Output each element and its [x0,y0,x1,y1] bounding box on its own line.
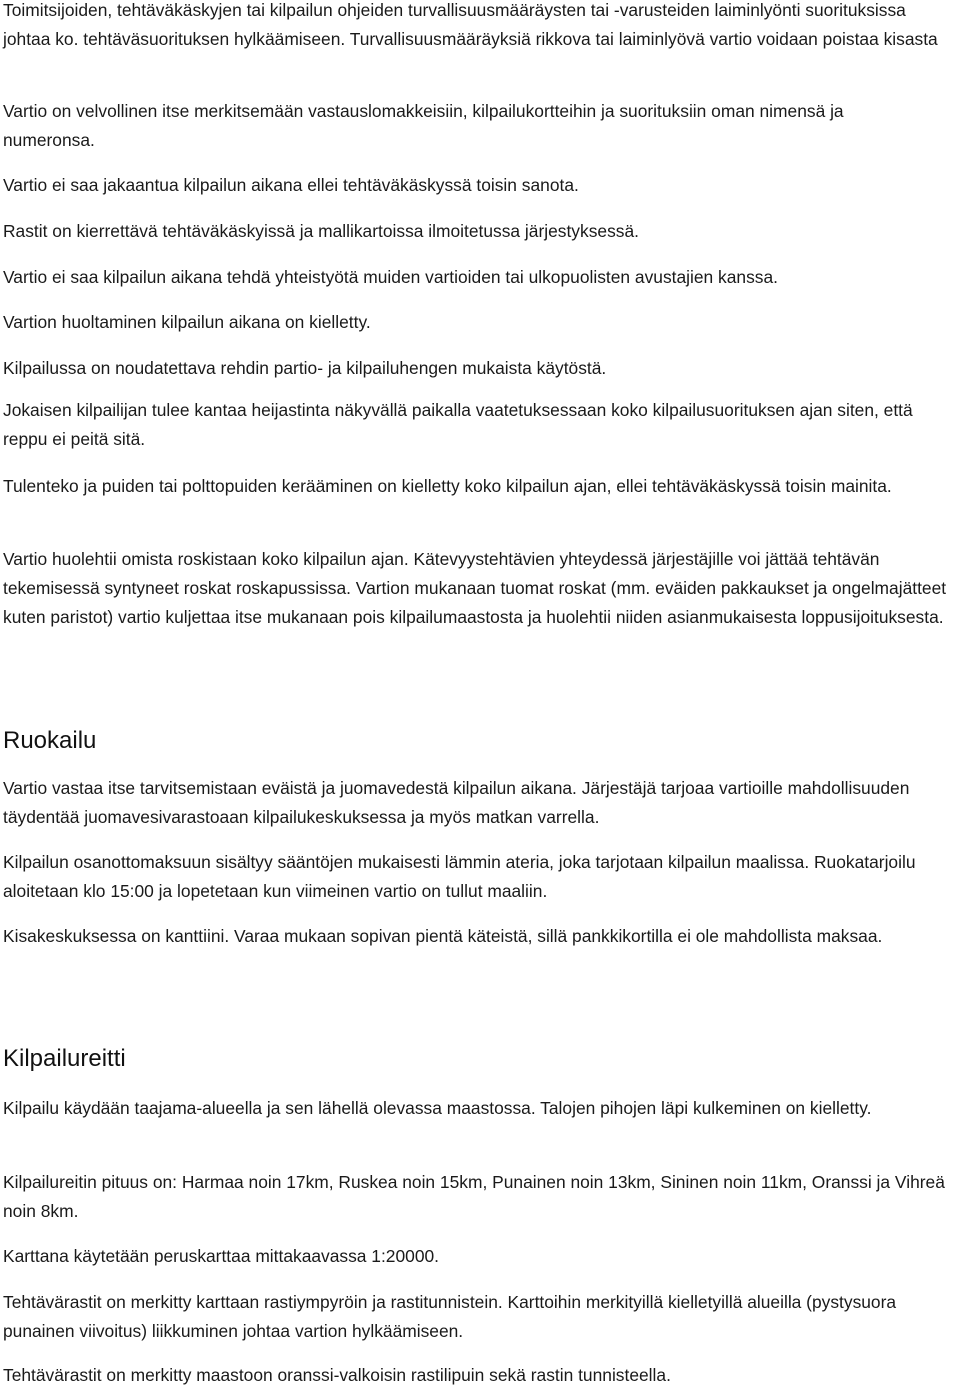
paragraph-litter: Vartio huolehtii omista roskistaan koko kilpailun ajan. Kätevyystehtävien yhteydessä järjestäjille voi jättää tehtävän tekemisessä syntyneet roskat roskapussissa. Vartion mukanaan tuomat roskat (mm. eväiden pakkaukset ja ongelmajätteet kuten paristot) vartio kuljettaa itse mukanaan pois kilpailumaastosta ja huolehtii niiden asianmukaisesta loppusijoituksesta. [3,549,947,627]
paragraph-map-scale: Karttana käytetään peruskarttaa mittakaavassa 1:20000. [3,1246,439,1266]
paragraph-no-splitting: Vartio ei saa jakaantua kilpailun aikana ellei tehtäväkäskyssä toisin sanota. [3,175,579,195]
paragraph-reflector: Jokaisen kilpailijan tulee kantaa heijastinta näkyvällä paikalla vaatetuksessaan koko kilpailusuorituksen ajan siten, että reppu ei peitä sitä. [3,400,913,449]
paragraph-no-servicing: Vartion huoltaminen kilpailun aikana on kielletty. [3,312,371,332]
paragraph-safety-rules: Toimitsijoiden, tehtäväkäskyjen tai kilpailun ohjeiden turvallisuusmääräysten tai -varusteiden laiminlyönti suorituksissa johtaa ko. tehtäväsuorituksen hylkäämiseen. Turvallisuusmääräyksiä rikkova tai laiminlyövä vartio voidaan poistaa kisasta [3,0,938,49]
paragraph-fire-making: Tulenteko ja puiden tai polttopuiden kerääminen on kielletty koko kilpailun ajan, ellei tehtäväkäskyssä toisin mainita. [3,476,892,496]
paragraph-canteen: Kisakeskuksessa on kanttiini. Varaa mukaan sopivan pientä käteistä, sillä pankkikortilla ei ole mahdollista maksaa. [3,926,883,946]
paragraph-fair-play: Kilpailussa on noudatettava rehdin partio- ja kilpailuhengen mukaista käytöstä. [3,358,607,378]
paragraph-checkpoint-flags: Tehtävärastit on merkitty maastoon oranssi-valkoisin rastilipuin sekä rastin tunnisteella. [3,1365,671,1385]
heading-ruokailu: Ruokailu [3,727,97,754]
paragraph-warm-meal: Kilpailun osanottomaksuun sisältyy sääntöjen mukaisesti lämmin ateria, joka tarjotaan kilpailun maalissa. Ruokatarjoilu aloitetaan klo 15:00 ja lopetetaan kun viimeinen vartio on tullut maaliin. [3,852,916,901]
paragraph-checkpoints-map: Tehtävärastit on merkitty karttaan rastiympyröin ja rastitunnistein. Karttoihin merkityillä kielletyillä alueilla (pystysuora punainen viivoitus) liikkuminen johtaa vartion hylkäämiseen. [3,1292,897,1341]
heading-kilpailureitti: Kilpailureitti [3,1045,126,1072]
paragraph-food-water: Vartio vastaa itse tarvitsemistaan eväistä ja juomavedestä kilpailun aikana. Järjestäjä tarjoaa vartioille mahdollisuuden täydentää juomavesivarastoaan kilpailukeskuksessa ja myös matkan varrella. [3,778,910,827]
paragraph-marking-forms: Vartio on velvollinen itse merkitsemään vastauslomakkeisiin, kilpailukortteihin ja suorituksiin oman nimensä ja numeronsa. [3,101,844,150]
paragraph-checkpoint-order: Rastit on kierrettävä tehtäväkäskyissä ja mallikartoissa ilmoitetussa järjestyksessä. [3,221,639,241]
paragraph-route-lengths: Kilpailureitin pituus on: Harmaa noin 17km, Ruskea noin 15km, Punainen noin 13km, Sininen noin 11km, Oranssi ja Vihreä noin 8km. [3,1172,945,1221]
paragraph-no-cooperation: Vartio ei saa kilpailun aikana tehdä yhteistyötä muiden vartioiden tai ulkopuolisten avustajien kanssa. [3,267,778,287]
paragraph-route-area: Kilpailu käydään taajama-alueella ja sen lähellä olevassa maastossa. Talojen pihojen läpi kulkeminen on kielletty. [3,1098,872,1118]
